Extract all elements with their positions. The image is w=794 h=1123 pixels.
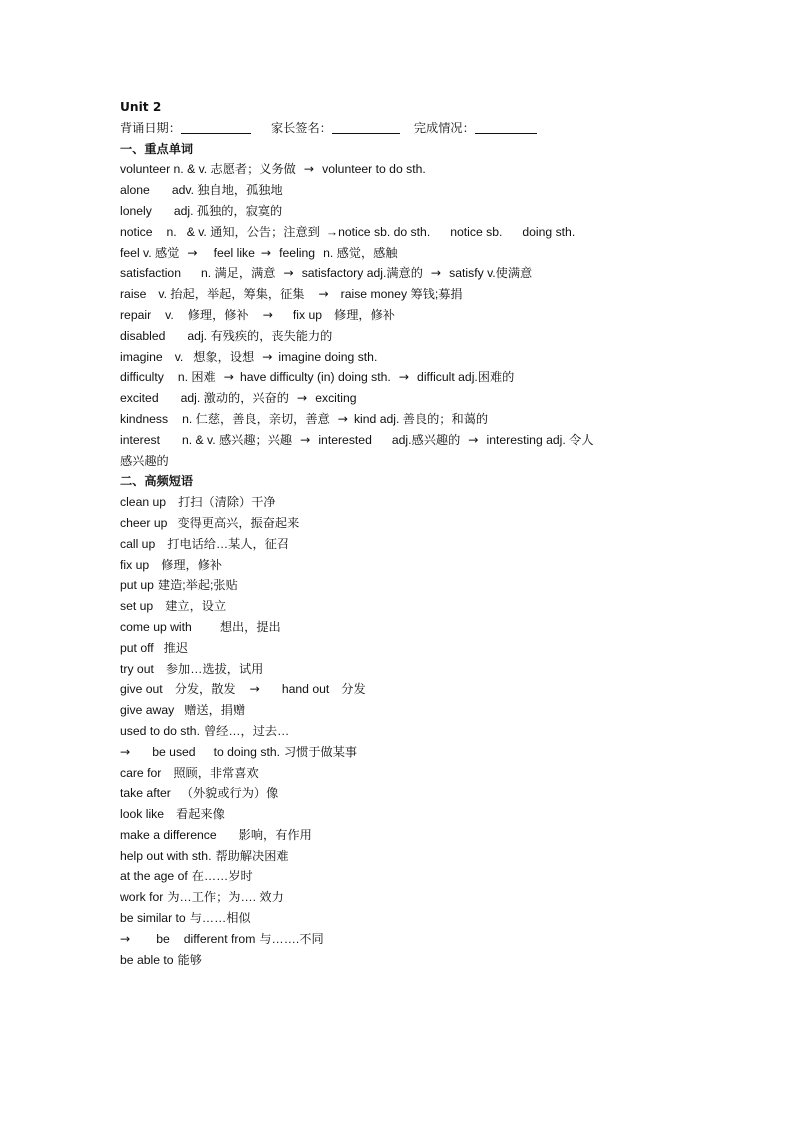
- phrase-entry: [120, 866, 680, 887]
- entry-text: to doing sth.: [213, 744, 280, 759]
- entry-text: v.: [174, 349, 184, 364]
- entry-text: satisfy v.使满意: [449, 266, 533, 281]
- entry-text: 能够: [177, 952, 202, 967]
- word-list: [120, 159, 680, 471]
- arrow-icon: →: [120, 931, 131, 946]
- arrow-icon: →: [337, 411, 348, 426]
- phrase-entry: [120, 783, 680, 804]
- phrase-entry: [120, 846, 680, 867]
- phrase-entry: [120, 721, 680, 742]
- phrase-entry: [120, 908, 680, 929]
- entry-text: v.: [165, 307, 174, 322]
- entry-text: 修理，修补: [187, 307, 249, 322]
- arrow-icon: →: [283, 266, 294, 281]
- entry-text: 在……岁时: [191, 869, 253, 884]
- entry-text: call up: [120, 536, 156, 551]
- entry-text: alone: [120, 183, 150, 198]
- word-entry: [120, 159, 680, 180]
- phrase-entry: [120, 534, 680, 555]
- phrase-entry: [120, 804, 680, 825]
- entry-text: 看起来像: [176, 807, 225, 822]
- entry-text: feeling: [279, 245, 316, 260]
- arrow-icon: →: [262, 307, 273, 322]
- header-fields-row: [120, 118, 680, 139]
- entry-text: 为…工作；为…. 效力: [167, 890, 284, 905]
- entry-text: put up: [120, 578, 154, 593]
- entry-text: 想出，提出: [219, 619, 281, 634]
- entry-text: make a difference: [120, 827, 217, 842]
- arrow-icon: →: [398, 370, 410, 385]
- entry-text: cheer up: [120, 515, 168, 530]
- parent-signature-blank[interactable]: [332, 119, 400, 134]
- entry-text: repair: [120, 307, 152, 322]
- entry-text: put off: [120, 640, 154, 655]
- section-heading-words: 一、重点单词: [120, 141, 194, 156]
- entry-text: imagine: [120, 349, 163, 364]
- phrase-list: [120, 492, 680, 970]
- entry-text: set up: [120, 599, 154, 614]
- entry-text: difficult adj.困难的: [417, 370, 515, 385]
- word-entry: [120, 243, 680, 264]
- entry-text: adj. 孤独的，寂寞的: [173, 203, 283, 218]
- entry-text: notice: [120, 224, 153, 239]
- phrase-entry: [120, 929, 680, 950]
- arrow-icon: →: [223, 370, 234, 385]
- entry-text: 习惯于做某事: [284, 744, 358, 759]
- entry-text: different from: [183, 931, 256, 946]
- word-entry: [120, 347, 680, 368]
- word-entry: [120, 263, 680, 284]
- entry-text: 帮助解决困难: [215, 848, 289, 863]
- entry-text: give away: [120, 703, 175, 718]
- entry-text: come up with: [120, 619, 192, 634]
- worksheet-content: [120, 97, 680, 970]
- entry-text: hand out: [281, 682, 330, 697]
- entry-text: lonely: [120, 203, 152, 218]
- entry-text: 想象，设想: [193, 349, 255, 364]
- phrase-entry: [120, 638, 680, 659]
- phrase-entry: [120, 659, 680, 680]
- entry-text: try out: [120, 661, 154, 676]
- entry-text: adj. 有残疾的，丧失能力的: [187, 328, 333, 343]
- status-label: 完成情况：: [413, 120, 475, 135]
- entry-text: satisfaction: [120, 266, 181, 281]
- status-blank[interactable]: [475, 119, 537, 134]
- entry-text: difficulty: [120, 370, 164, 385]
- entry-text: be: [156, 931, 170, 946]
- parent-signature-label: 家长签名：: [270, 120, 332, 135]
- entry-text: used to do sth.: [120, 723, 200, 738]
- entry-text: 分发，散发: [174, 682, 236, 697]
- word-entry: [120, 180, 680, 201]
- entry-text: 打扫（清除）干净: [178, 495, 276, 510]
- entry-text: notice sb.: [450, 224, 503, 239]
- word-entry: [120, 326, 680, 347]
- arrow-icon: →: [262, 349, 273, 364]
- word-entry: [120, 201, 680, 222]
- entry-text: n. 满足，满意: [200, 266, 276, 281]
- phrase-entry: [120, 679, 680, 700]
- entry-text: 建造;举起;张贴: [157, 578, 238, 593]
- phrase-entry: [120, 513, 680, 534]
- entry-text: kind adj. 善良的；和蔼的: [353, 411, 489, 426]
- entry-text: 建立，设立: [165, 599, 227, 614]
- arrow-icon: →: [468, 432, 479, 447]
- date-blank[interactable]: [181, 119, 251, 134]
- entry-text: n. 仁慈，善良，亲切，善意: [182, 411, 330, 426]
- entry-text: clean up: [120, 495, 167, 510]
- entry-text: excited: [120, 391, 159, 406]
- entry-text: interest: [120, 432, 160, 447]
- word-entry: [120, 388, 680, 409]
- arrow-icon: →: [249, 682, 260, 697]
- entry-text: volunteer to do sth.: [322, 162, 426, 177]
- entry-text: n.: [166, 224, 177, 239]
- word-entry: [120, 222, 680, 243]
- unit-title: Unit 2: [120, 100, 162, 114]
- entry-text: feel like: [213, 245, 255, 260]
- entry-text: 修理，修补: [334, 307, 395, 322]
- entry-text: v. 抬起，举起，筹集，征集: [158, 287, 305, 302]
- word-entry: [120, 409, 680, 430]
- arrow-icon: →: [260, 245, 272, 260]
- arrow-icon: →: [120, 744, 131, 759]
- entry-text: fix up: [120, 557, 150, 572]
- phrase-entry: [120, 596, 680, 617]
- arrow-icon: →: [430, 266, 442, 281]
- phrase-entry: [120, 575, 680, 596]
- entry-text: work for: [120, 890, 164, 905]
- arrow-icon: →: [296, 391, 308, 406]
- entry-text: be used: [152, 744, 196, 759]
- arrow-icon: →: [300, 432, 311, 447]
- entry-text: 变得更高兴，振奋起来: [177, 515, 300, 530]
- entry-text: volunteer n. & v. 志愿者；义务做: [120, 162, 296, 177]
- date-label: 背诵日期：: [120, 120, 181, 135]
- entry-text: 赠送，捐赠: [184, 703, 246, 718]
- entry-text: 参加…选拔，试用: [165, 661, 264, 676]
- entry-text: adj.感兴趣的: [391, 432, 461, 447]
- entry-text: care for: [120, 765, 162, 780]
- entry-text: exciting: [315, 391, 357, 406]
- phrase-entry: [120, 742, 680, 763]
- phrase-entry: [120, 887, 680, 908]
- entry-text: disabled: [120, 328, 166, 343]
- word-entry: [120, 430, 680, 451]
- entry-text: n. 困难: [177, 370, 216, 385]
- entry-text: kindness: [120, 411, 169, 426]
- word-entry: [120, 451, 680, 472]
- entry-text: 影响，有作用: [238, 827, 312, 842]
- entry-text: take after: [120, 786, 171, 801]
- entry-text: doing sth.: [522, 224, 576, 239]
- word-entry: [120, 284, 680, 305]
- entry-text: be able to: [120, 952, 174, 967]
- phrase-entry: [120, 763, 680, 784]
- entry-text: 曾经…，过去…: [203, 723, 290, 738]
- entry-text: 打电话给…某人，征召: [167, 536, 290, 551]
- phrase-entry: [120, 492, 680, 513]
- entry-text: interested: [318, 432, 372, 447]
- phrase-entry: [120, 617, 680, 638]
- arrow-icon: →: [303, 162, 315, 177]
- entry-text: 推迟: [163, 640, 189, 655]
- entry-text: give out: [120, 682, 163, 697]
- entry-text: →notice sb. do sth.: [325, 224, 431, 239]
- entry-text: 修理，修补: [161, 557, 223, 572]
- entry-text: 与…….不同: [259, 931, 324, 946]
- entry-text: 感兴趣的: [120, 453, 169, 468]
- phrase-entry: [120, 555, 680, 576]
- phrase-entry: [120, 950, 680, 971]
- entry-text: feel v. 感觉: [120, 245, 180, 260]
- entry-text: （外貌或行为）像: [180, 786, 279, 801]
- entry-text: & v. 通知，公告；注意到: [186, 224, 320, 239]
- entry-text: n. & v. 感兴趣；兴趣: [181, 432, 293, 447]
- section-heading-phrases: 二、高频短语: [120, 474, 194, 489]
- entry-text: imagine doing sth.: [278, 349, 378, 364]
- entry-text: look like: [120, 807, 165, 822]
- word-entry: [120, 367, 680, 388]
- arrow-icon: →: [318, 287, 329, 302]
- entry-text: adv. 独自地，孤独地: [171, 183, 283, 198]
- entry-text: at the age of: [120, 869, 188, 884]
- entry-text: raise money 筹钱;募捐: [340, 287, 463, 302]
- entry-text: satisfactory adj.满意的: [301, 266, 423, 281]
- entry-text: help out with sth.: [120, 848, 212, 863]
- entry-text: n. 感觉，感触: [323, 245, 398, 260]
- entry-text: adj. 激动的，兴奋的: [180, 391, 289, 406]
- arrow-icon: →: [187, 245, 198, 260]
- entry-text: 与……相似: [189, 911, 251, 926]
- entry-text: interesting adj. 令人: [486, 432, 594, 447]
- word-entry: [120, 305, 680, 326]
- entry-text: have difficulty (in) doing sth.: [239, 370, 391, 385]
- phrase-entry: [120, 825, 680, 846]
- entry-text: 分发: [341, 682, 366, 697]
- phrase-entry: [120, 700, 680, 721]
- entry-text: fix up: [292, 307, 323, 322]
- entry-text: 照顾，非常喜欢: [173, 765, 259, 780]
- entry-text: raise: [120, 287, 147, 302]
- entry-text: be similar to: [120, 911, 186, 926]
